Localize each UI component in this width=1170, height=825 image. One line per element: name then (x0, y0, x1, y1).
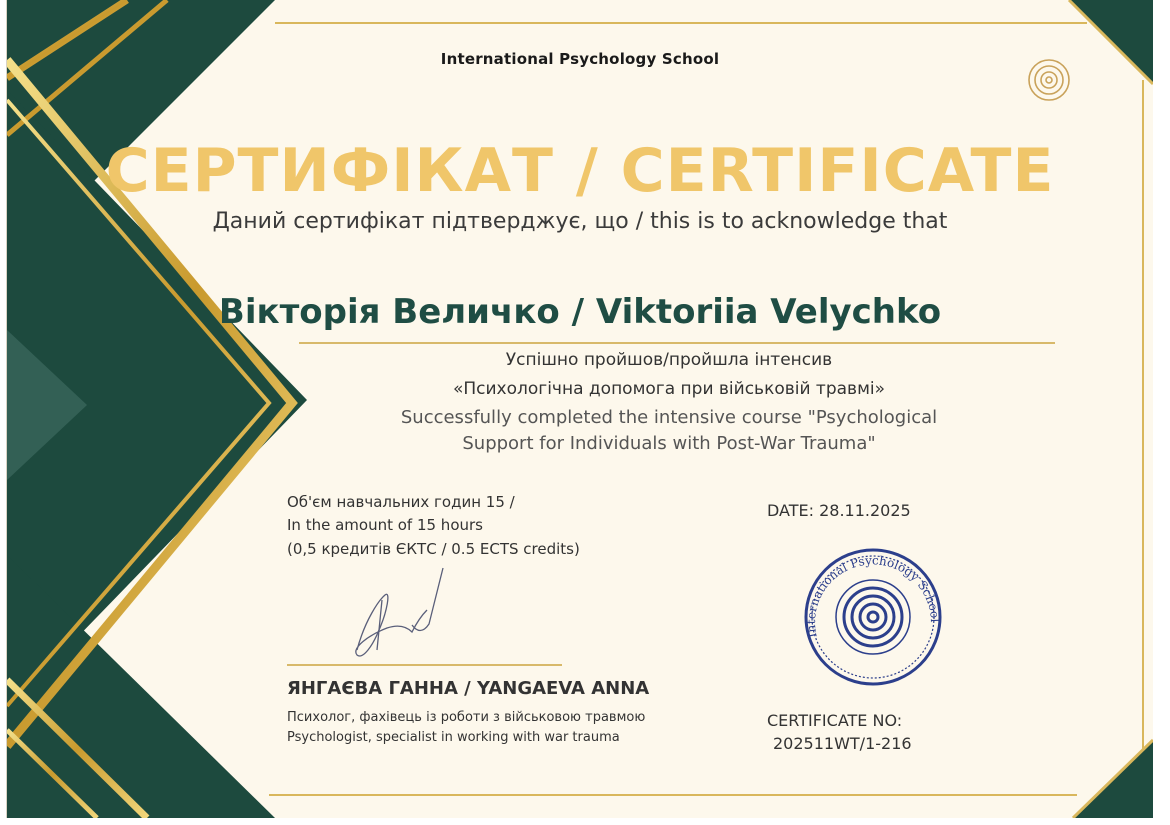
recipient-name: Вікторія Величко / Viktoriia Velychko (218, 292, 942, 332)
course-line: Successfully completed the intensive course "Psychological (400, 407, 938, 428)
course-line: Support for Individuals with Post-War Trauma" (462, 433, 876, 454)
certificate-number: 202511WT/1-216 (773, 734, 912, 753)
certificate (6, 0, 1153, 818)
signature-image (356, 568, 443, 656)
hours-line: Об'єм навчальних годин 15 / (287, 493, 515, 511)
corner-triangle-bottom-left (7, 555, 275, 818)
course-line: Успішно пройшов/пройшла інтенсив (505, 350, 833, 370)
signer-role: Psychologist, specialist in working with war trauma (287, 730, 620, 745)
acknowledge-text: Даний сертифікат підтверджує, що / this is to acknowledge that (212, 209, 948, 234)
issue-date: DATE: 28.11.2025 (767, 501, 911, 520)
stamp-image (803, 550, 943, 684)
organization-name: International Psychology School (440, 50, 720, 68)
hours-line: (0,5 кредитів ЄКТС / 0.5 ECTS credits) (287, 540, 580, 558)
certificate-number-label: CERTIFICATE NO: (767, 711, 903, 730)
stamp-text: International Psychology School (803, 553, 943, 640)
course-line: «Психологічна допомога при військовій травмі» (452, 379, 886, 399)
hours-line: In the amount of 15 hours (287, 516, 483, 534)
name-underline (299, 342, 1055, 344)
signer-role: Психолог, фахівець із роботи з військовою травмою (287, 710, 646, 725)
signer-name: ЯНГАЄВА ГАННА / YANGAEVA ANNA (287, 678, 650, 699)
certificate-title: СЕРТИФІКАТ / CERTIFICATE (105, 136, 1055, 206)
signature-line (287, 664, 562, 666)
